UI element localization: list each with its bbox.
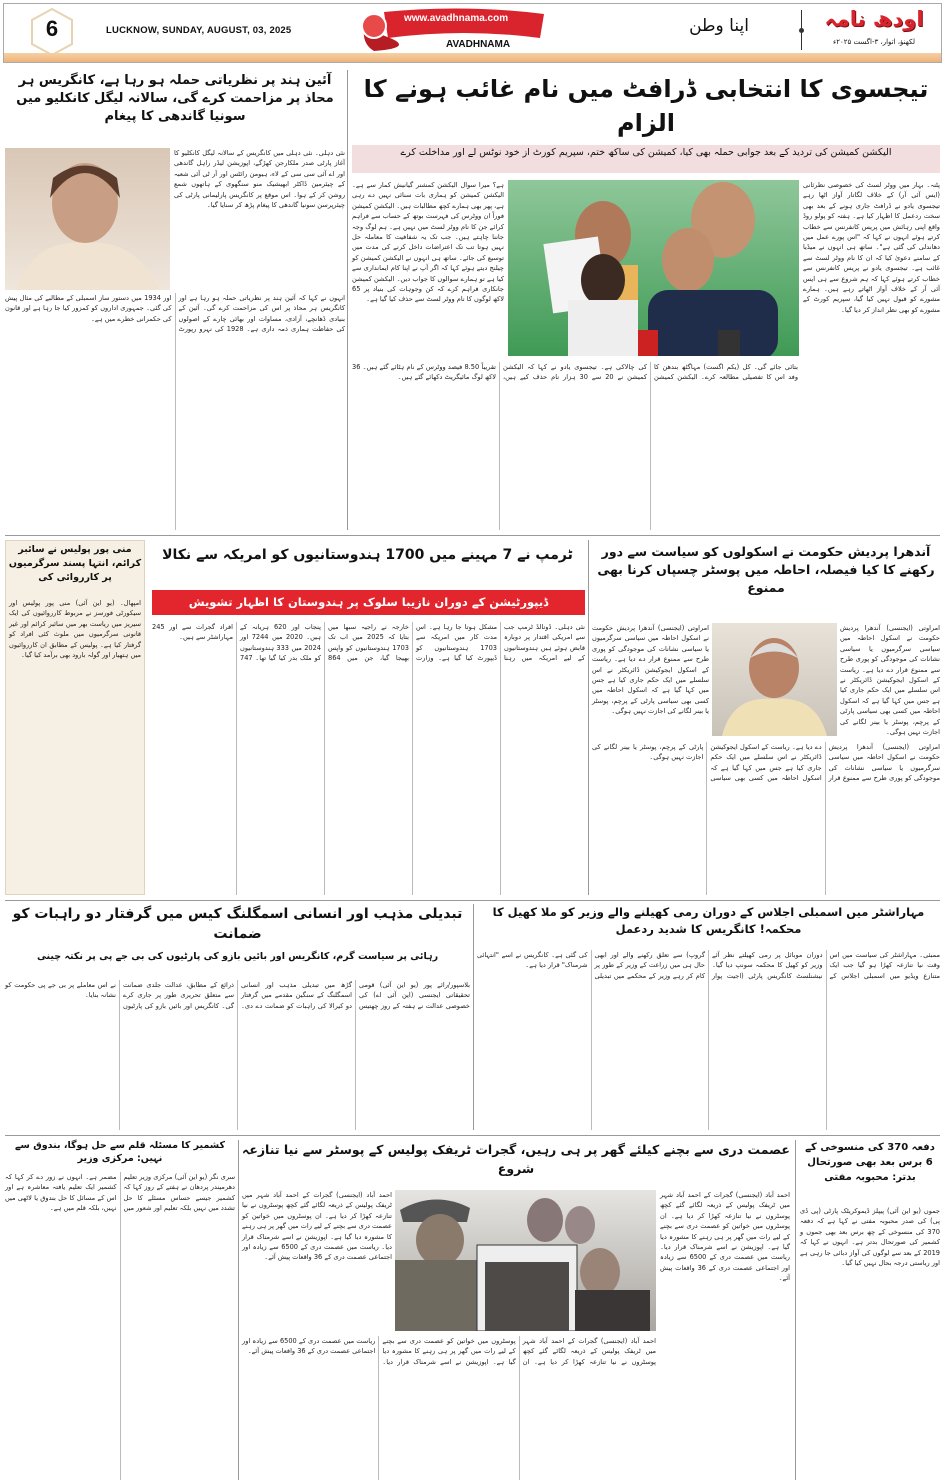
website-url[interactable]: www.avadhnama.com	[404, 13, 509, 24]
page-header	[3, 3, 942, 63]
headline-manipur: منی پور پولیس نے سائبر کرائم، انتہا پسند سرگرمیوں پر کارروائی کی	[8, 544, 142, 583]
headline-tejashwi: تیجسوی کا انتخابی ڈرافٹ میں نام غائب ہونے کا الزام	[363, 75, 929, 137]
subhead-tejashwi: الیکشن کمیشن کی تردید کے بعد جوابی حملہ بھی کیا، کمیشن کی ساکھ ختم، سپریم کورٹ از خود نوٹس لے اور مداخلت کرے	[352, 145, 940, 173]
header-stripe	[4, 53, 941, 62]
headline-kashmir: کشمیر کا مسئلہ قلم سے حل ہوگا، بندوق سے نہیں: مرکزی وزیر	[14, 1140, 226, 1164]
article-body-gujarat-left: احمد آباد (ایجنسی) گجرات کے احمد آباد شہر میں ٹریفک پولیس کے ذریعہ لگائے گئے کچھ پوسٹروں نے نیا تنازعہ کھڑا کر دیا ہے۔ ان پوسٹروں میں خواتین کو عصمت دری سے بچنے کے لیے رات میں گھر پر ہی رہنے کا مشورہ دیا گیا ہے۔ اپوزیشن نے اسے شرمناک قرار دیا۔ ریاست میں عصمت دری کے 6500 سے زیادہ اور اجتماعی عصمت دری کے 36 واقعات پیش آئے۔	[242, 1191, 392, 1262]
divider-dot	[799, 28, 804, 33]
chandrababu-naidu-photo	[712, 623, 837, 736]
section-title: اپنا وطن	[689, 16, 749, 36]
article-body-gujarat-bottom: احمد آباد (ایجنسی) گجرات کے احمد آباد شہر میں ٹریفک پولیس کے ذریعہ لگائے گئے کچھ پوسٹروں نے نیا تنازعہ کھڑا کر دیا ہے۔ ان پوسٹروں میں خواتین کو عصمت دری سے بچنے کے لیے رات میں گھر پر ہی رہنے کا مشورہ دیا گیا ہے۔ اپوزیشن نے اسے شرمناک قرار دیا۔ ریاست میں عصمت دری کے 6500 سے زیادہ اور اجتماعی عصمت دری کے 36 واقعات پیش آئے۔	[242, 1337, 656, 1366]
article-body-maharashtra: ممبئی۔ مہاراشٹر کی سیاست میں اس وقت نیا تنازعہ کھڑا ہو گیا جب ایک متنازع ویڈیو میں اسمبلی اجلاس کے دوران موبائل پر رمی کھیلتے نظر آئے وزیر کو کھیل کا محکمہ سونپ دیا گیا۔ نیشنلسٹ کانگریس پارٹی (اجیت پوار گروپ) سے تعلق رکھنے والے اور ابھی حال ہی میں زراعت کے وزیر کے طور پر کام کر رہے وزیر کے محکمے میں تبدیلی کی گئی ہے۔ کانگریس نے اسے "انتہائی شرمناک" قرار دیا ہے۔	[477, 951, 940, 980]
headline-conversion: تبدیلی مذہب اور انسانی اسمگلنگ کیس میں گرفتار دو راہبات کو ضمانت	[12, 906, 463, 942]
article-body-sonia-top: نئی دہلی۔ نئی دہلی میں کانگریس کے سالانہ لیگل کانکلیو کا آغاز پارٹی صدر ملکارجن کھڑگے، اپوزیشن لیڈر راہل گاندھی اور اے آئی سی سی کے لاء، ہیومن رائٹس اور آر ٹی آئی شعبہ کے چیئرمین ڈاکٹر ابھیشیک منو سنگھوی کے ہاتھوں شمع روشن کر کے ہوا۔ اس موقع پر کانگریس پارلیمانی پارٹی کی چیئرپرسن سونیا گاندھی کا پیغام پڑھ کر سنایا گیا۔	[174, 149, 345, 210]
masthead-logo: اودھ نامہ	[824, 7, 924, 31]
portrait-figure-icon	[712, 623, 837, 736]
article-body-article370: جموں (یو این آئی) پیپلز ڈیموکریٹک پارٹی (پی ڈی پی) کی صدر محبوبہ مفتی نے کہا ہے کہ دفعہ 370 کی منسوخی کے چھ برس بعد بھی جموں و کشمیر کی صورتحال بدتر ہے۔ انہوں نے کہا کہ 2019 کے بعد سے لوگوں کی آواز دبائی جا رہی ہے اور ریاستی درجہ بحال نہیں کیا گیا۔	[800, 1207, 940, 1268]
article-body-sonia-bottom: انہوں نے کہا کہ آئین ہند پر نظریاتی حملہ ہو رہا ہے اور کانگریس ہر محاذ پر اس کی مزاحمت کرے گی۔ آئین کے بنیادی ڈھانچے، آزادی، مساوات اور بھائی چارے کے اصولوں کی حفاظت ہماری ذمہ داری ہے۔ 1928 کی نہرو رپورٹ اور 1934 میں دستور ساز اسمبلی کے مطالبے کی مثال پیش کی گئی۔ جمہوری اداروں کو کمزور کیا جا رہا ہے اور قانون کی حکمرانی خطرے میں ہے۔	[5, 294, 346, 334]
article-body-andhra-left: امراوتی (ایجنسی) آندھرا پردیش حکومت نے اسکول احاطہ میں سیاسی سرگرمیوں یا سیاسی نشانات کی موجودگی کو پوری طرح سے ممنوع قرار دے دیا ہے۔ ریاست کے اسکول ایجوکیشن ڈائریکٹر نے اس سلسلے میں ایک حکم جاری کیا ہے جس میں کہا گیا ہے کہ اسکول احاطہ میں کسی بھی سیاسی پارٹی کے پرچم، پوسٹر یا بینر لگانے کی اجازت نہیں ہوگی۔	[592, 624, 709, 716]
gujarat-police-poster-photo	[395, 1190, 656, 1331]
article-body-andhra-bottom: امراوتی (ایجنسی) آندھرا پردیش حکومت نے اسکول احاطہ میں سیاسی سرگرمیوں یا سیاسی نشانات کی موجودگی کو پوری طرح سے ممنوع قرار دے دیا ہے۔ ریاست کے اسکول ایجوکیشن ڈائریکٹر نے اس سلسلے میں ایک حکم جاری کیا ہے جس میں کہا گیا ہے کہ اسکول احاطہ میں کسی بھی سیاسی پارٹی کے پرچم، پوسٹر یا بینر لگانے کی اجازت نہیں ہوگی۔	[592, 743, 940, 783]
article-body-manipur: امپھال۔ (یو این آئی) منی پور پولیس اور سیکورٹی فورسز نے مربوط کارروائیوں کی ایک سیریز میں ریاست بھر میں سائبر کرائم اور غیر قانونی سرگرمیوں میں ملوث کئی افراد کو گرفتار کیا ہے۔ پولیس کے مطابق ان کارروائیوں میں ہتھیار اور گولہ بارود بھی برآمد کیا گیا۔	[9, 599, 141, 660]
tejashwi-press-conference-photo	[508, 180, 799, 356]
headline-gujarat: عصمت دری سے بچنے کیلئے گھر پر ہی رہیں، گجرات ٹریفک پولیس کے پوسٹر سے نیا تنازعہ شروع	[242, 1142, 790, 1176]
article-body-conversion: بلاسپور/رائے پور (یو این آئی) قومی تحقیقاتی ایجنسی (این آئی اے) کی خصوصی عدالت نے ہفتہ کے روز چھتیس گڑھ میں تبدیلی مذہب اور انسانی اسمگلنگ کے سنگین مقدمے میں گرفتار دو کیرالا کی راہبات کو ضمانت دے دی۔ ذرائع کے مطابق، عدالت جلدی ضمانت سے متعلق تحریری طور پر جاری کرے گی۔ کانگریس اور بائیں بازو کی پارٹیوں نے اس معاملے پر بی جے پی حکومت کو نشانہ بنایا۔	[5, 981, 470, 1010]
article-body-tejashwi-left: ہے؟ میرا سوال الیکشن کمشنر گیانیش کمار سے ہے۔ الیکشن کمیشن کو ہماری بات سنائی نہیں دے رہی ہے، پھر بھی ہمارے کچھ مطالبات ہیں۔ الیکشن کمیشن فوراً ان ووٹرس کی فہرست بوتھ کے حساب سے فراہم کرائے جن کا نام ووٹر لسٹ میں نہیں ہے۔ ہم لوگ وجہ جاننا چاہتے ہیں۔ جب تک یہ شفافیت کا معاملہ حل نہیں ہوتا تب تک اعتراضات داخل کرنے کی مدت میں توسیع کی جائے۔ ساتھ ہی انہوں نے الیکشن کمیشن کو چیلنج دیتے ہوئے کہا کہ اگر آپ نے اپنا کام ایمانداری سے کیا ہے تو ہمارے سوالوں کا جواب دیں۔ الیکشن کمیشن جانکاری فراہم کرے کہ کن وجوہات کی بنیاد پر 65 لاکھ لوگوں کا نام ووٹر لسٹ سے حذف کیا گیا ہے۔	[352, 181, 504, 304]
headline-sonia: آئین ہند پر نظریاتی حملہ ہو رہا ہے، کانگریس ہر محاذ پر مزاحمت کرے گی، سالانہ لیگل کانکلیو میں سونیا گاندھی کا پیغام	[16, 73, 334, 124]
headline-maharashtra: مہاراشٹر میں اسمبلی اجلاس کے دوران رمی کھیلنے والے وزیر کو ملا کھیل کا محکمہ! کانگریس کا شدید ردعمل	[492, 905, 925, 936]
page-number: 6	[45, 16, 59, 41]
headline-trump: ٹرمپ نے 7 مہینے میں 1700 ہندوستانیوں کو امریکہ سے نکالا	[162, 547, 573, 563]
brand-name: AVADHNAMA	[446, 39, 511, 50]
article-body-tejashwi-right: پٹنہ۔ بہار میں ووٹر لسٹ کی خصوصی نظرثانی (ایس آئی آر) کے خلاف لگاتار آواز اٹھا رہے تیجسوی یادو نے ڈرافٹ جاری ہونے کے بعد بھی سخت ردعمل کا اظہار کیا ہے۔ ہفتہ کو پولو روڈ واقع اپنی رہائش میں پریس کانفرنس سے خطاب کرتے ہوئے انہوں نے کہا کہ "اس پورے عمل میں دھاندلی کی گئی ہے"۔ ساتھ ہی انہوں نے میڈیا کے سامنے دعویٰ کیا کہ ان کا نام ووٹر لسٹ سے غائب ہے۔ تیجسوی یادو نے پریس کانفرنس سے خطاب کرتے ہوئے کہا کہ ہم شروع سے ہی ایس آئی آر کے خلاف آواز اٹھاتے رہے ہیں۔ ہمارے مشورے کو قبول نہیں کیا گیا، سپریم کورٹ کے مشورے کو بھی نظر انداز کر دیا گیا۔	[803, 181, 940, 314]
photo-figures-icon	[395, 1190, 656, 1331]
headline-andhra: آندھرا پردیش حکومت نے اسکولوں کو سیاست سے دور رکھنے کا کیا فیصلہ، احاطہ میں پوسٹر چسپاں کرنا بھی ممنوع	[597, 544, 935, 595]
brand-logo	[354, 4, 554, 52]
dateline: LUCKNOW, SUNDAY, AUGUST, 03, 2025	[106, 25, 292, 36]
article-body-kashmir: سری نگر (یو این آئی) مرکزی وزیر تعلیم دھرمیندر پردھان نے ہفتے کے روز کہا کہ کشمیر جیسے حساس مسئلے کا حل تشدد میں نہیں بلکہ تعلیم اور شعور میں مضمر ہے۔ انہوں نے زور دے کر کہا کہ کشمیر ایک تعلیم یافتہ معاشرہ ہے اور اس کے مسائل کا حل بندوق یا لاٹھی میں نہیں، بلکہ قلم میں ہے۔	[5, 1173, 235, 1213]
article-body-trump: نئی دہلی۔ ڈونالڈ ٹرمپ جب سے امریکی اقتدار پر دوبارہ قابض ہوئے ہیں ہندوستانیوں کے لیے امریکہ میں رہنا مشکل ہوتا جا رہا ہے۔ اس مدت کار میں امریکہ سے 1703 ہندوستانیوں کو ڈیپورٹ کیا گیا ہے۔ وزارت خارجہ نے راجیہ سبھا میں بتایا کہ 2025 میں اب تک 1703 ہندوستانیوں کو واپس بھیجا گیا، جن میں 864 پنجاب اور 620 ہریانہ کے ہیں۔ 2020 میں 7244 اور 2024 میں 333 ہندوستانیوں کو ملک بدر کیا گیا تھا۔ 747 افراد گجرات سے اور 245 مہاراشٹر سے ہیں۔	[152, 623, 585, 663]
red-band-trump: ڈیپورٹیشن کے دوران نازیبا سلوک پر ہندوستان کا اظہار تشویش	[152, 590, 585, 615]
sonia-gandhi-photo	[5, 148, 170, 290]
photo-figures-icon	[508, 180, 799, 356]
article-body-tejashwi-bottom: بتائی جائے گی۔ کل (یکم اگست) مہاگٹھ بندھن کا وفد اس کا تفصیلی مطالعہ کرے۔ الیکشن کمیشن کی چالاکی ہے۔ تیجسوی یادو نے کہا کہ الیکشن کمیشن نے 20 سے 30 ہزار نام حذف کیے ہیں، تقریباً 8.50 فیصد ووٹرس کے نام ہٹائے گئے ہیں۔ 36 لاکھ لوگ مائیگریٹ دکھائے گئے ہیں۔	[352, 363, 798, 382]
portrait-figure-icon	[5, 148, 170, 290]
article-body-andhra-right: امراوتی (ایجنسی) آندھرا پردیش حکومت نے اسکول احاطہ میں سیاسی سرگرمیوں یا سیاسی نشانات کی موجودگی کو پوری طرح سے ممنوع قرار دے دیا ہے۔ ریاست کے اسکول ایجوکیشن ڈائریکٹر نے اس سلسلے میں ایک حکم جاری کیا ہے جس میں کہا گیا ہے کہ اسکول احاطہ میں کسی بھی سیاسی پارٹی کے پرچم، پوسٹر یا بینر لگانے کی اجازت نہیں ہوگی۔	[840, 624, 940, 737]
article-body-gujarat-right: احمد آباد (ایجنسی) گجرات کے احمد آباد شہر میں ٹریفک پولیس کے ذریعہ لگائے گئے کچھ پوسٹروں نے نیا تنازعہ کھڑا کر دیا ہے۔ ان پوسٹروں میں خواتین کو عصمت دری سے بچنے کے لیے رات میں گھر پر ہی رہنے کا مشورہ دیا گیا ہے۔ اپوزیشن نے اسے شرمناک قرار دیا۔ ریاست میں عصمت دری کے 6500 سے زیادہ اور اجتماعی عصمت دری کے 36 واقعات پیش آئے۔	[660, 1191, 790, 1283]
headline-article370: دفعہ 370 کی منسوخی کے 6 برس بعد بھی صورتحال بدتر: محبوبہ مفتی	[805, 1142, 935, 1183]
masthead-date: لکھنؤ، اتوار، ۳-اگست ۲۰۲۵ء	[832, 38, 916, 46]
subhead-conversion: رہائی پر سیاست گرم، کانگریس اور بائیں بازو کی پارٹیوں کی بی جے پی پر نکتہ چینی	[36, 951, 439, 962]
